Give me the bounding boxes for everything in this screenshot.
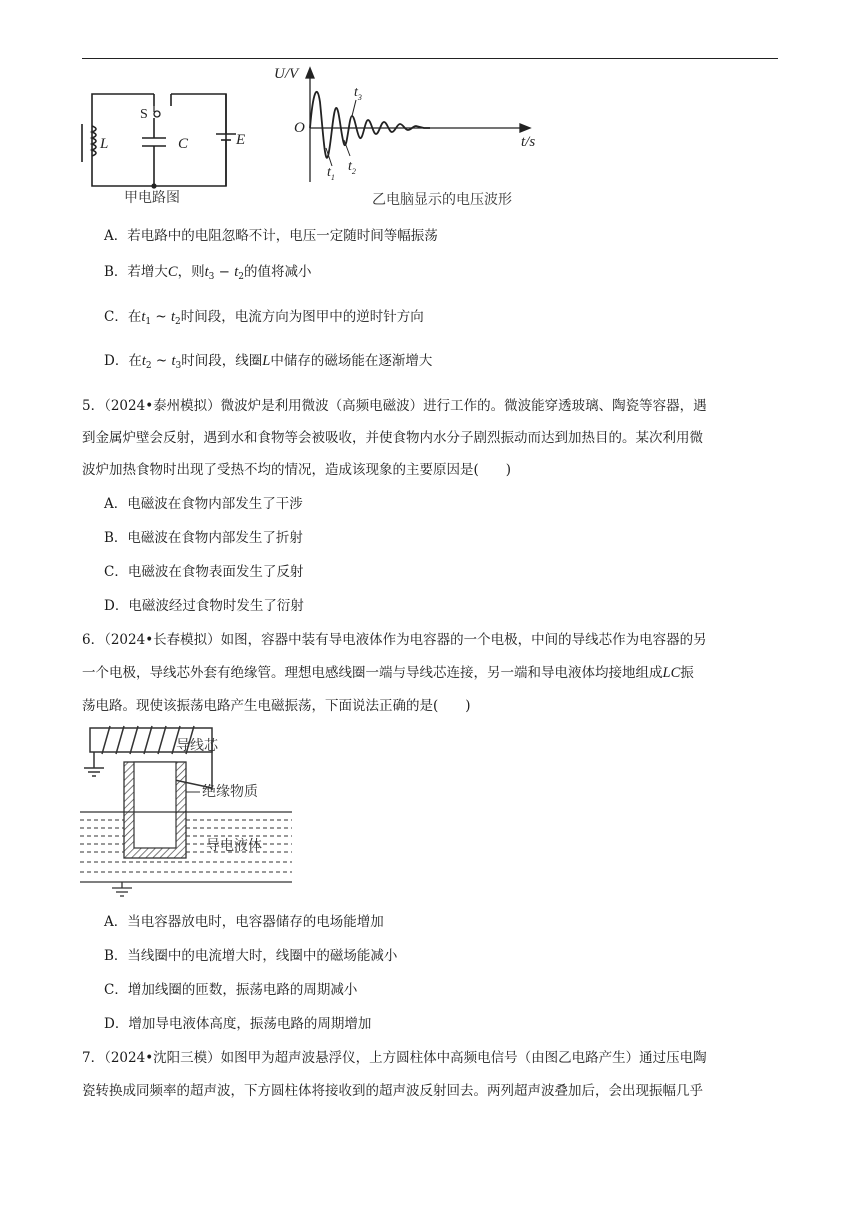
q5-stem-line3: 波炉加热食物时出现了受热不均的情况，造成该现象的主要原因是( ) — [82, 462, 512, 478]
q7-stem-line2: 瓷转换成同频率的超声波，下方圆柱体将接收到的超声波反射回去。两列超声波叠加后，会出现振幅几乎 — [82, 1083, 703, 1099]
waveform-caption: 乙电脑显示的电压波形 — [372, 192, 512, 208]
axis-y-label: U/V — [274, 66, 299, 82]
q6-option-c: C．增加线圈的匝数，振荡电路的周期减小 — [104, 982, 358, 998]
q5-stem-line2: 到金属炉壁会反射，遇到水和食物等会被吸收，并使食物内水分子剧烈振动而达到加热目的。某次利用微 — [82, 430, 703, 446]
q5-option-c: C．电磁波在食物表面发生了反射 — [104, 564, 304, 580]
q4-option-c: C．在$t_1$ ~ $t_2$时间段，电流方向为图甲中的逆时针方向 — [104, 309, 424, 327]
t2-label: $t_2$ — [348, 159, 356, 176]
q6-option-b: B．当线圈中的电流增大时，线圈中的磁场能减小 — [104, 948, 398, 964]
label-C: C — [178, 136, 189, 152]
q7-stem-line1: 7．（2024•沈阳三模）如图甲为超声波悬浮仪，上方圆柱体中高频电信号（由图乙电路产生）通过压电陶 — [82, 1050, 707, 1066]
q6-option-d: D．增加导电液体高度，振荡电路的周期增加 — [104, 1016, 372, 1032]
label-insulator: 绝缘物质 — [202, 784, 258, 800]
q6-stem-line3: 荡电路。现使该振荡电路产生电磁振荡，下面说法正确的是( ) — [82, 698, 471, 714]
label-S: S — [140, 107, 148, 122]
q4-option-b: B．若增大C，则$t_3 - t_2$的值将减小 — [104, 264, 312, 282]
q5-stem-line1: 5．（2024•泰州模拟）微波炉是利用微波（高频电磁波）进行工作的。微波能穿透玻璃、陶瓷等容器，遇 — [82, 398, 707, 414]
header-rule — [82, 58, 778, 59]
origin-label: O — [294, 120, 305, 136]
label-L: L — [100, 136, 109, 152]
voltage-waveform — [270, 62, 550, 184]
q4-option-d: D．在$t_2$ ~ $t_3$时间段，线圈L中储存的磁场能在逐渐增大 — [104, 353, 433, 371]
q5-option-b: B．电磁波在食物内部发生了折射 — [104, 530, 303, 546]
t3-label: $t_3$ — [354, 85, 362, 102]
q6-option-a: A．当电容器放电时，电容器储存的电场能增加 — [104, 914, 384, 930]
q6-stem-line2: 一个电极，导线芯外套有绝缘管。理想电感线圈一端与导线芯连接，另一端和导电液体均接地组成LC振 — [82, 665, 694, 681]
q5-option-a: A．电磁波在食物内部发生了干涉 — [104, 496, 303, 512]
t1-label: $t_1$ — [327, 165, 335, 182]
q5-option-d: D．电磁波经过食物时发生了衍射 — [104, 598, 304, 614]
damped-wave-curve — [310, 92, 430, 158]
q4-option-a: A．若电路中的电阻忽略不计，电压一定随时间等幅振荡 — [104, 228, 438, 244]
label-wire-core: 导线芯 — [176, 738, 218, 754]
label-E: E — [236, 132, 246, 148]
capacitor-container-diagram — [76, 722, 296, 904]
label-liquid: 导电液体 — [206, 838, 262, 854]
axis-x-label: t/s — [521, 134, 536, 150]
q6-stem-line1: 6．（2024•长春模拟）如图，容器中装有导电液体作为电容器的一个电极，中间的导线芯作为电容器的另 — [82, 632, 707, 648]
circuit-caption: 甲电路图 — [124, 190, 180, 206]
